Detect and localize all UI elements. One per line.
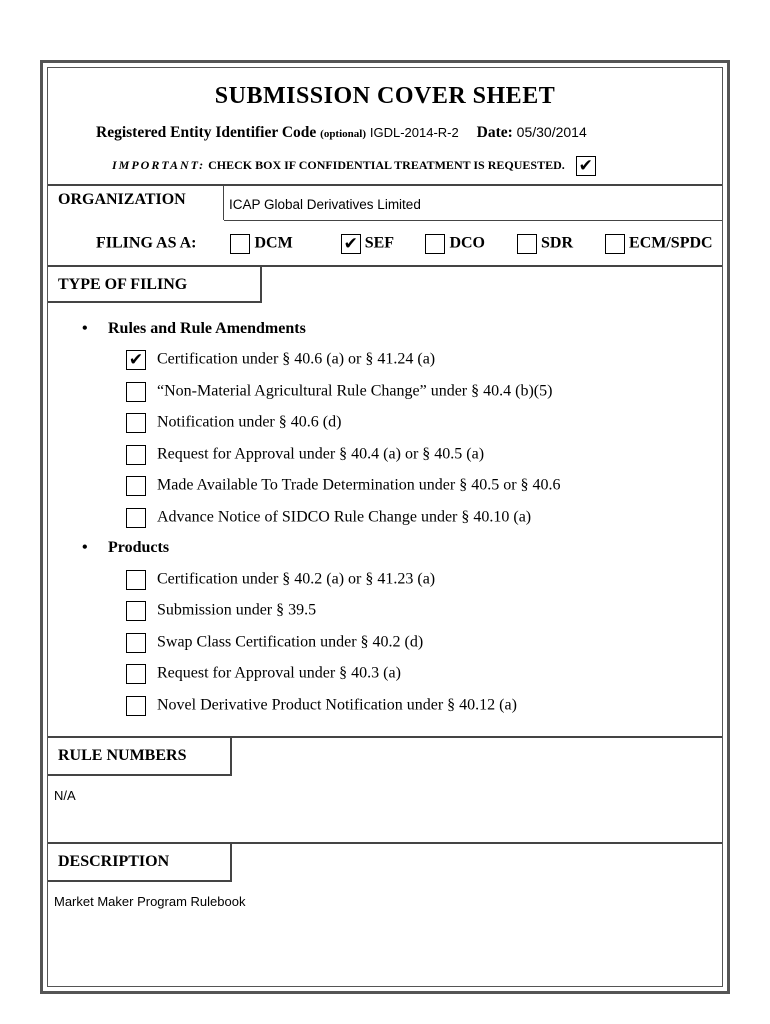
rule-option [126,508,531,528]
rule-option [126,413,341,433]
date-field[interactable]: 05/30/2014 [516,124,587,140]
product-checkbox[interactable] [126,696,146,716]
rule-checkbox[interactable]: ✔ [126,350,146,370]
filing-as-row [96,234,713,254]
rule-checkbox[interactable] [126,382,146,402]
rule-checkbox[interactable] [126,445,146,465]
product-option-label: Request for Approval under § 40.3 (a) [157,664,401,682]
products-heading [82,539,169,557]
confidential-text: CHECK BOX IF CONFIDENTIAL TREATMENT IS REQUESTED. [208,157,565,172]
confidential-checkbox[interactable]: ✔ [576,156,596,176]
ecm-spdc-checkbox[interactable] [605,234,625,254]
product-option [126,633,423,653]
product-checkbox[interactable] [126,664,146,684]
rule-option-label: Advance Notice of SIDCO Rule Change under § 40.10 (a) [157,508,532,526]
dcm-checkbox[interactable] [230,234,250,254]
rule-option-label: “Non-Material Agricultural Rule Change” under § 40.4 (b)(5) [157,382,553,400]
rule-option-label: Request for Approval under § 40.4 (a) or § 40.5 (a) [157,445,485,463]
confidential-row [112,156,596,176]
page-title: SUBMISSION COVER SHEET [214,83,556,109]
date-label: Date: [476,124,513,141]
rule-option-label: Certification under § 40.6 (a) or § 41.24 (a) [157,350,436,368]
bullet: • [82,539,88,556]
optional-note: (optional) [320,128,366,140]
rule-checkbox[interactable] [126,413,146,433]
rule-option-label: Notification under § 40.6 (d) [157,413,342,431]
filing-as-label: FILING AS A: [96,234,197,252]
registration-label: Registered Entity Identifier Code [96,124,317,141]
organization-label: ORGANIZATION [48,186,224,220]
type-of-filing-label: TYPE OF FILING [48,267,262,303]
product-checkbox[interactable] [126,601,146,621]
entity-code-field[interactable]: IGDL-2014-R-2 [369,125,459,140]
product-option-label: Swap Class Certification under § 40.2 (d) [157,633,424,651]
ecm-spdc-label: ECM/SPDC [629,234,713,252]
cover-sheet-inner [47,67,723,987]
product-option [126,601,316,621]
rule-option [126,445,484,465]
registration-row [96,124,587,142]
product-checkbox[interactable] [126,570,146,590]
dco-checkbox[interactable] [425,234,445,254]
product-checkbox[interactable] [126,633,146,653]
product-option-label: Certification under § 40.2 (a) or § 41.23 (a) [157,570,436,588]
sef-label: SEF [364,234,394,252]
rules-heading-text: Rules and Rule Amendments [108,320,306,337]
product-option-label: Novel Derivative Product Notification under § 40.12 (a) [157,696,517,714]
sdr-label: SDR [541,234,574,252]
rule-option [126,382,552,402]
rule-numbers-label: RULE NUMBERS [48,738,232,776]
bullet: • [82,320,88,337]
rule-option-label: Made Available To Trade Determination under § 40.5 or § 40.6 [157,476,561,494]
dcm-label: DCM [254,234,293,252]
description-label: DESCRIPTION [48,844,232,882]
product-option [126,570,435,590]
organization-field[interactable]: ICAP Global Derivatives Limited [229,197,421,212]
sdr-checkbox[interactable] [517,234,537,254]
rule-numbers-field[interactable]: N/A [54,788,76,803]
rules-heading [82,320,306,338]
product-option-label: Submission under § 39.5 [157,601,317,619]
cover-sheet-frame [40,60,730,994]
important-label: IMPORTANT: [112,157,206,172]
rule-checkbox[interactable] [126,476,146,496]
rule-option [126,476,561,496]
products-heading-text: Products [108,539,170,556]
product-option [126,696,517,716]
description-field[interactable]: Market Maker Program Rulebook [54,894,246,909]
rule-checkbox[interactable] [126,508,146,528]
sef-checkbox[interactable]: ✔ [341,234,361,254]
org-underline [224,220,722,221]
product-option [126,664,401,684]
dco-label: DCO [449,234,485,252]
rule-option [126,350,435,370]
